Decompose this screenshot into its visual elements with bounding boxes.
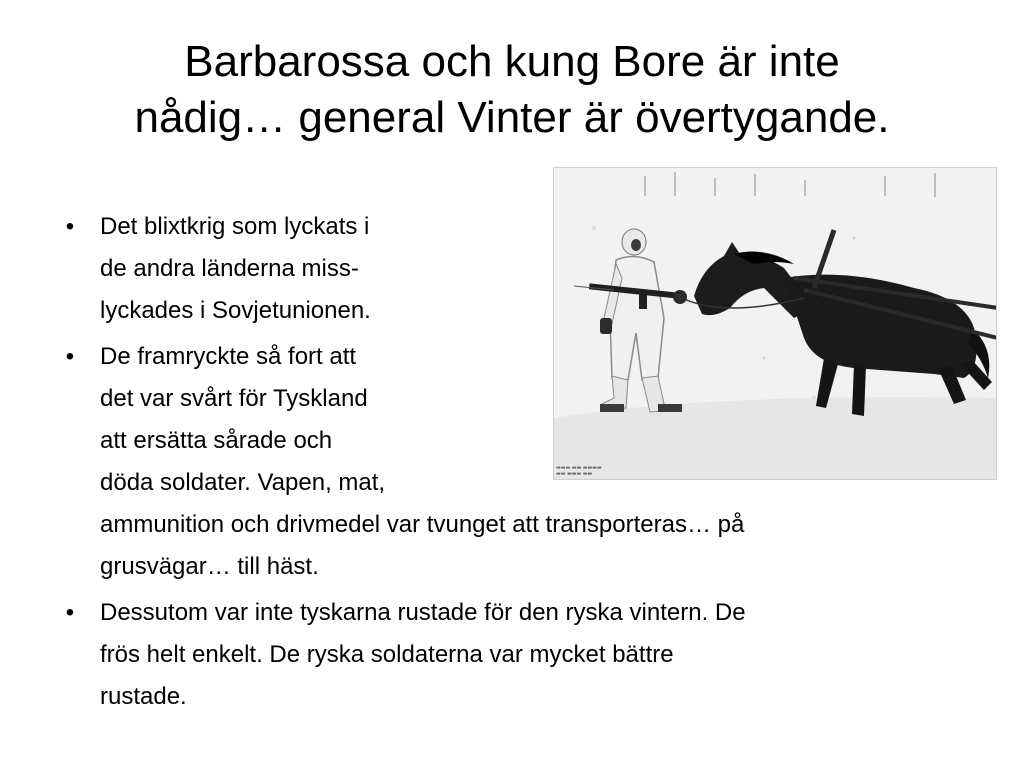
bullet-1-line-3: lyckades i Sovjetunionen.	[100, 297, 371, 324]
title-line-1: Barbarossa och kung Bore är inte	[184, 37, 840, 86]
bullet-3-line-1: Dessutom var inte tyskarna rustade för den ryska vintern. De	[100, 599, 746, 626]
bullet-item	[60, 206, 960, 332]
bullet-marker: •	[65, 599, 75, 626]
bullet-item	[60, 336, 960, 588]
bullet-2-line-4: döda soldater. Vapen, mat,	[100, 469, 386, 496]
title-line-2: nådig… general Vinter är övertygande.	[134, 93, 890, 142]
bullet-3-line-2: frös helt enkelt. De ryska soldaterna var mycket bättre	[100, 641, 674, 668]
bullet-1-line-1: Det blixtkrig som lyckats i	[100, 213, 370, 240]
bullet-1-line-2: de andra länderna miss-	[100, 255, 359, 282]
bullet-2-line-2: det var svårt för Tyskland	[100, 385, 368, 412]
slide-title	[40, 34, 984, 146]
bullet-marker: •	[65, 343, 75, 370]
bullet-2-line-5: ammunition och drivmedel var tvunget att transporteras… på	[100, 511, 745, 538]
bullet-list	[60, 206, 960, 722]
bullet-2-line-6: grusvägar… till häst.	[100, 553, 319, 580]
bullet-marker: •	[65, 213, 75, 240]
bullet-2-line-3: att ersätta sårade och	[100, 427, 333, 454]
photo-caption-marks: ▬▬▬ ▬▬ ▬▬▬▬ ▬▬ ▬▬▬ ▬▬	[556, 465, 602, 477]
bullet-3-line-3: rustade.	[100, 683, 187, 710]
bullet-item	[60, 592, 960, 718]
bullet-2-line-1: De framryckte så fort att	[100, 343, 357, 370]
